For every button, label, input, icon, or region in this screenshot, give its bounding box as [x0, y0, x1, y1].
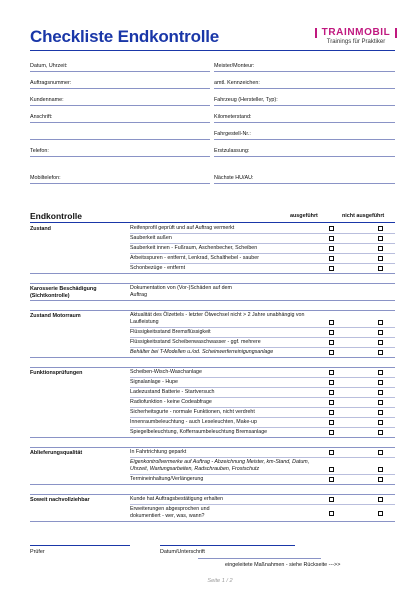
date-signature-line[interactable]	[160, 545, 295, 546]
field-vehicle[interactable]: Fahrzeug (Hersteller, Typ):	[214, 89, 395, 106]
checkbox-not-done[interactable]	[378, 340, 383, 345]
checkbox-not-done[interactable]	[378, 246, 383, 251]
group-nachvollziehbar	[30, 495, 395, 522]
checkbox-done[interactable]	[329, 246, 334, 251]
checklist-table	[30, 224, 395, 522]
checkbox-not-done[interactable]	[378, 497, 383, 502]
list-item: Ladezustand Batterie - Startversuch	[130, 388, 395, 398]
logo-sub-text: Trainings für Praktiker	[326, 39, 386, 45]
list-item: Aktualität des Ölzettels - letzter Ölwechsel nicht > 2 Jahre unabhängig von Laufleistung	[130, 311, 395, 328]
column-header-not-done: nicht ausgeführt	[342, 213, 385, 219]
measures-note: eingeleitete Maßnahmen - siehe Rückseite --->>	[225, 562, 341, 568]
field-master[interactable]: Meister/Monteur:	[214, 55, 395, 72]
field-next-inspection[interactable]: Nächste HU/AU:	[214, 157, 395, 184]
group-label: Zustand	[30, 226, 51, 232]
checkbox-done[interactable]	[329, 330, 334, 335]
examiner-label: Prüfer	[30, 549, 45, 555]
list-item: Spiegelbeleuchtung, Kofferraumbeleuchtung Bremsanlage	[130, 428, 395, 437]
list-item: Behälter bei T-Modellen u./od. Scheinwerferreinigungsanlage	[130, 348, 395, 357]
spacer	[30, 485, 395, 495]
field-address-line2[interactable]	[30, 123, 210, 140]
page-title: Checkliste Endkontrolle	[30, 27, 220, 46]
checkbox-not-done[interactable]	[378, 400, 383, 405]
checkbox-not-done[interactable]	[378, 420, 383, 425]
checkbox-not-done[interactable]	[378, 370, 383, 375]
checkbox-not-done[interactable]	[378, 320, 383, 325]
field-date-time[interactable]: Datum, Uhrzeit:	[30, 55, 210, 72]
checkbox-done[interactable]	[329, 511, 334, 516]
checkbox-done[interactable]	[329, 256, 334, 261]
checkbox-done[interactable]	[329, 236, 334, 241]
group-karosserie	[30, 284, 395, 301]
checkbox-done[interactable]	[329, 420, 334, 425]
checkbox-not-done[interactable]	[378, 380, 383, 385]
field-first-registration[interactable]: Erstzulassung:	[214, 140, 395, 157]
checkbox-not-done[interactable]	[378, 467, 383, 472]
list-item: Sauberkeit außen	[130, 234, 395, 244]
list-item: Sicherheitsgurte - normale Funktionen, nicht verdreht	[130, 408, 395, 418]
list-item: Sauberkeit innen - Fußraum, Aschenbecher, Scheiben	[130, 244, 395, 254]
checkbox-not-done[interactable]	[378, 430, 383, 435]
list-item: Schonbezüge - entfernt	[130, 264, 395, 273]
checkbox-not-done[interactable]	[378, 450, 383, 455]
checkbox-done[interactable]	[329, 340, 334, 345]
list-item: Eigenkontrollvermerke auf Auftrag - Abzeichnung Meister, km-Stand, Datum, Uhrzeit, Wartungsarbeiten, Radschrauben, Frostschutz	[130, 458, 395, 475]
checkbox-done[interactable]	[329, 430, 334, 435]
section-divider	[30, 222, 395, 223]
checkbox-done[interactable]	[329, 410, 334, 415]
trainmobil-logo	[315, 28, 397, 45]
checkbox-done[interactable]	[329, 497, 334, 502]
list-item: Scheiben-Wisch-Waschanlage	[130, 368, 395, 378]
field-customer-name[interactable]: Kundenname:	[30, 89, 210, 106]
group-label: Karosserie Beschädigung (Sichtkontrolle)	[30, 286, 97, 299]
checklist-page	[30, 0, 395, 600]
group-ablieferung	[30, 448, 395, 485]
list-item: Signalanlage - Hupe	[130, 378, 395, 388]
checkbox-not-done[interactable]	[378, 226, 383, 231]
checkbox-not-done[interactable]	[378, 266, 383, 271]
checkbox-done[interactable]	[329, 380, 334, 385]
list-item: Innenraumbeleuchtung - auch Leseleuchten, Make-up	[130, 418, 395, 428]
date-signature-label: Datum/Unterschrift	[160, 549, 205, 555]
field-vin[interactable]: Fahrgestell-Nr.:	[214, 123, 395, 140]
list-item: Flüssigkeitsstand Scheibenwaschwasser - ggf. mehrere	[130, 338, 395, 348]
spacer	[30, 358, 395, 368]
checkbox-not-done[interactable]	[378, 511, 383, 516]
spacer	[30, 438, 395, 448]
list-item: Dokumentation von (Vor-)Schäden auf dem Auftrag	[130, 285, 232, 298]
checkbox-done[interactable]	[329, 400, 334, 405]
checkbox-done[interactable]	[329, 266, 334, 271]
checkbox-done[interactable]	[329, 477, 334, 482]
checkbox-not-done[interactable]	[378, 410, 383, 415]
checkbox-not-done[interactable]	[378, 236, 383, 241]
checkbox-not-done[interactable]	[378, 330, 383, 335]
group-label: Ablieferungsqualität	[30, 450, 83, 456]
checkbox-done[interactable]	[329, 350, 334, 355]
spacer	[30, 301, 395, 311]
list-item: In Fahrtrichtung geparkt	[130, 448, 395, 458]
field-phone[interactable]: Telefon:	[30, 140, 210, 157]
checkbox-done[interactable]	[329, 320, 334, 325]
list-item: Arbeitsspuren - entfernt, Lenkrad, Schalthebel - sauber	[130, 254, 395, 264]
column-header-done: ausgeführt	[290, 213, 318, 219]
group-funktion	[30, 368, 395, 438]
checkbox-done[interactable]	[329, 370, 334, 375]
checkbox-not-done[interactable]	[378, 350, 383, 355]
list-item: Erweiterungen abgesprochen und dokumentiert - wer, was, wann?	[130, 505, 395, 521]
field-mobile[interactable]: Mobiltelefon:	[30, 157, 210, 184]
field-address[interactable]: Anschrift:	[30, 106, 210, 123]
list-item: Termineinhaltung/Verlängerung	[130, 475, 395, 484]
spacer	[30, 274, 395, 284]
group-motorraum	[30, 311, 395, 358]
list-item: Flüssigkeitsstand Bremsflüssigkeit	[130, 328, 395, 338]
checkbox-done[interactable]	[329, 450, 334, 455]
list-item: Reifenprofil geprüft und auf Auftrag vermerkt	[130, 224, 395, 234]
checkbox-done[interactable]	[329, 390, 334, 395]
group-label: Funktionsprüfungen	[30, 370, 83, 376]
checkbox-not-done[interactable]	[378, 477, 383, 482]
logo-main-text: TRAINMOBIL	[315, 28, 397, 38]
list-item: Radiofunktion - keine Codeabfrage	[130, 398, 395, 408]
section-title: Endkontrolle	[30, 211, 82, 221]
examiner-signature-line[interactable]	[30, 545, 130, 546]
group-label: Zustand Motorraum	[30, 313, 81, 319]
info-fields	[30, 55, 395, 184]
checkbox-done[interactable]	[329, 226, 334, 231]
checkbox-done[interactable]	[329, 467, 334, 472]
checkbox-not-done[interactable]	[378, 256, 383, 261]
list-item: Kunde hat Auftragsbestätigung erhalten	[130, 495, 395, 505]
group-label: Soweit nachvollziehbar	[30, 497, 90, 503]
field-license-plate[interactable]: amtl. Kennzeichen:	[214, 72, 395, 89]
field-mileage[interactable]: Kilometerstand:	[214, 106, 395, 123]
checkbox-not-done[interactable]	[378, 390, 383, 395]
group-zustand	[30, 224, 395, 274]
page-number: Seite 1 / 2	[207, 578, 233, 584]
footer-divider	[198, 558, 321, 559]
field-order-number[interactable]: Auftragsnummer:	[30, 72, 210, 89]
title-divider	[30, 50, 395, 51]
